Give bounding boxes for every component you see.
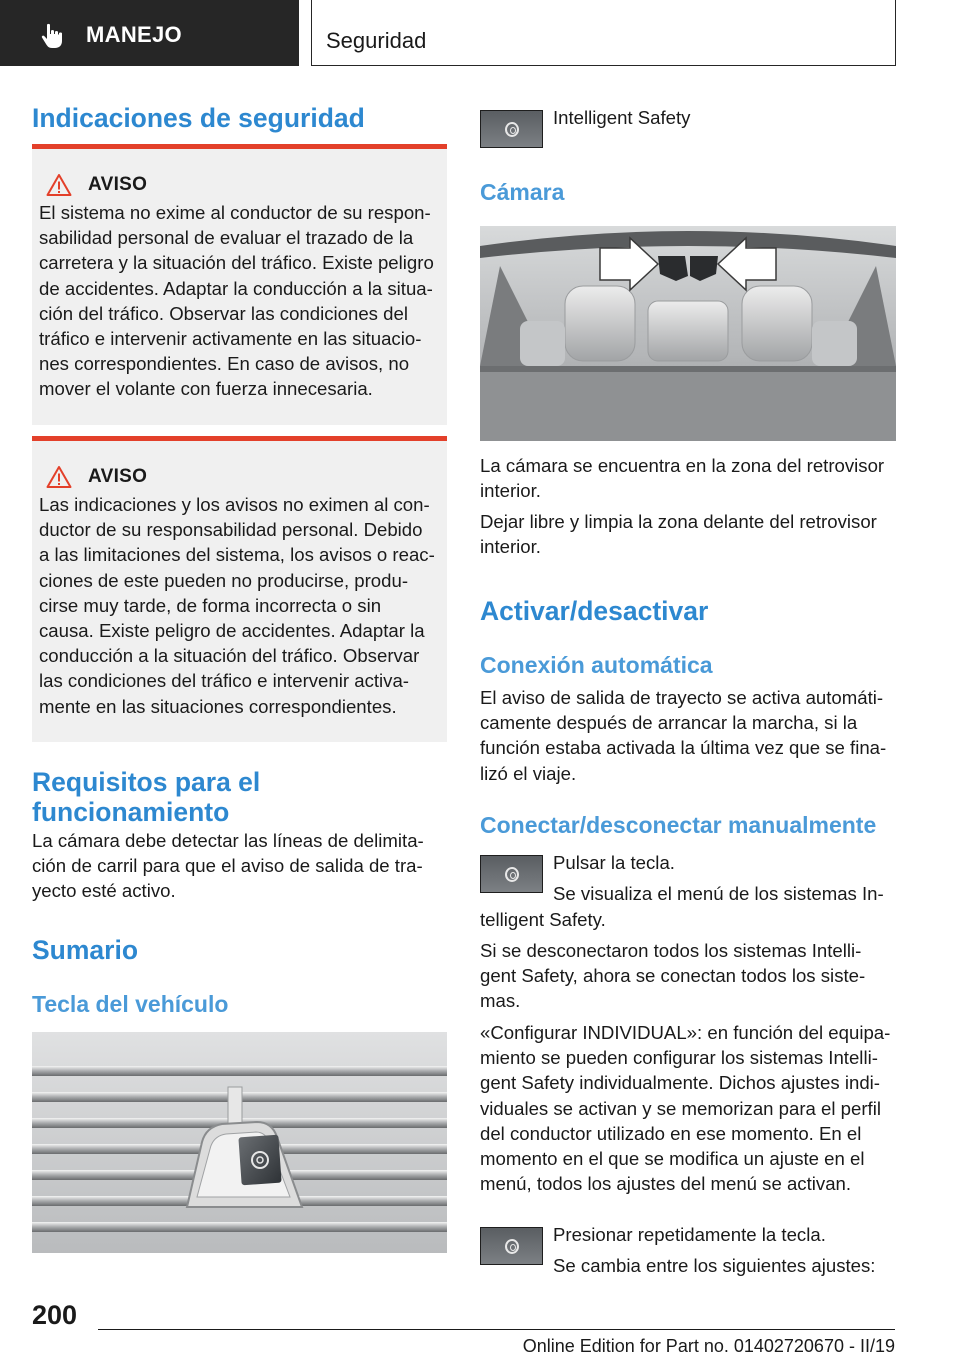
section-header xyxy=(311,0,896,66)
activar-heading: Activar/desactivar xyxy=(480,596,709,626)
visualiza-text-2: telligent Safety. xyxy=(480,909,606,930)
manual-heading: Conectar/desconectar manualmente xyxy=(480,812,877,838)
tecla-heading: Tecla del vehículo xyxy=(32,991,229,1017)
hand-pointer-icon xyxy=(38,22,66,50)
requisitos-text: La cámara debe detectar las líneas de delimita- ción de carril para que el aviso de salida de tra- yecto esté activo. xyxy=(32,830,424,902)
camara-text-2: Dejar libre y limpia la zona delante del retrovisor interior. xyxy=(480,511,877,558)
sumario-heading: Sumario xyxy=(32,935,139,965)
intelligent-safety-button-icon xyxy=(480,1227,543,1265)
intelligent-safety-button-icon xyxy=(480,110,543,148)
warning-box-2 xyxy=(32,436,447,742)
camera-photo xyxy=(480,226,896,441)
camara-text-1: La cámara se encuentra en la zona del retrovisor interior. xyxy=(480,455,885,502)
warning-text: Las indicaciones y los avisos no eximen al con- ductor de su responsabilidad personal. Debido a las limitaciones del sistema, los avisos o reac- ciones de este pueden no producirse, produ- cirse muy tarde, de forma incorrecta o sin causa. Existe peligro de accidentes. Adaptar la conducción a la situación del tráfico. Observar las condiciones del tráfico e intervenir activa- mente en las situaciones correspondientes. xyxy=(39,494,435,717)
warning-box-1 xyxy=(32,144,447,425)
vehicle-button-photo xyxy=(32,1032,447,1253)
requisitos-heading: Requisitos para el funcionamiento xyxy=(32,767,261,827)
warning-triangle-icon xyxy=(46,465,72,489)
conexion-heading: Conexión automática xyxy=(480,652,713,678)
warning-triangle-icon xyxy=(46,173,72,197)
footer-edition: Online Edition for Part no. 01402720670 - II/19 xyxy=(522,1336,895,1356)
warning-label: AVISO xyxy=(88,466,148,487)
warning-text: El sistema no exime al conductor de su respon- sabilidad personal de evaluar el trazado de la carretera y la situación del tráfico. Existe peligro de accidentes. Adaptar la conducción a la situa- ción del tráfico. Observar las condiciones del tráfico e intervenir activamente en las situacio- nes correspondientes. En caso de avisos, no mover el volante con fuerza innecesaria. xyxy=(39,202,434,400)
warning-label: AVISO xyxy=(88,174,148,195)
presionar-text: Presionar repetidamente la tecla. xyxy=(553,1224,826,1245)
chapter-label: MANEJO xyxy=(86,22,182,47)
page-title: Indicaciones de seguridad xyxy=(32,103,365,133)
pulsar-text: Pulsar la tecla. xyxy=(553,852,675,873)
desconectaron-text: Si se desconectaron todos los sistemas Intelli- gent Safety, ahora se conectan todos los siste- mas. xyxy=(480,940,866,1012)
visualiza-text-1: Se visualiza el menú de los sistemas In- xyxy=(553,883,884,904)
footer-divider xyxy=(98,1329,895,1330)
section-label: Seguridad xyxy=(326,28,427,53)
intelligent-safety-button-icon xyxy=(480,855,543,893)
camara-heading: Cámara xyxy=(480,179,565,205)
page-number: 200 xyxy=(32,1300,78,1330)
conexion-text: El aviso de salida de trayecto se activa automáti- camente después de arrancar la marcha, si la función estaba activada la última vez que se fina- lizó el viaje. xyxy=(480,687,887,784)
configurar-text: «Configurar INDIVIDUAL»: en función del equipa- miento se pueden configurar los sistemas Intelli- gent Safety individualmente. Dichos ajustes indi- viduales se activan y se memorizan para el perfil del conductor utilizado en ese momento. En el momento en el que se modifica un ajuste en el menú, todos los ajustes del menú se activan. xyxy=(480,1022,891,1195)
cambia-text: Se cambia entre los siguientes ajustes: xyxy=(553,1255,876,1276)
chapter-tab xyxy=(0,0,299,66)
intelligent-safety-label: Intelligent Safety xyxy=(553,107,691,128)
